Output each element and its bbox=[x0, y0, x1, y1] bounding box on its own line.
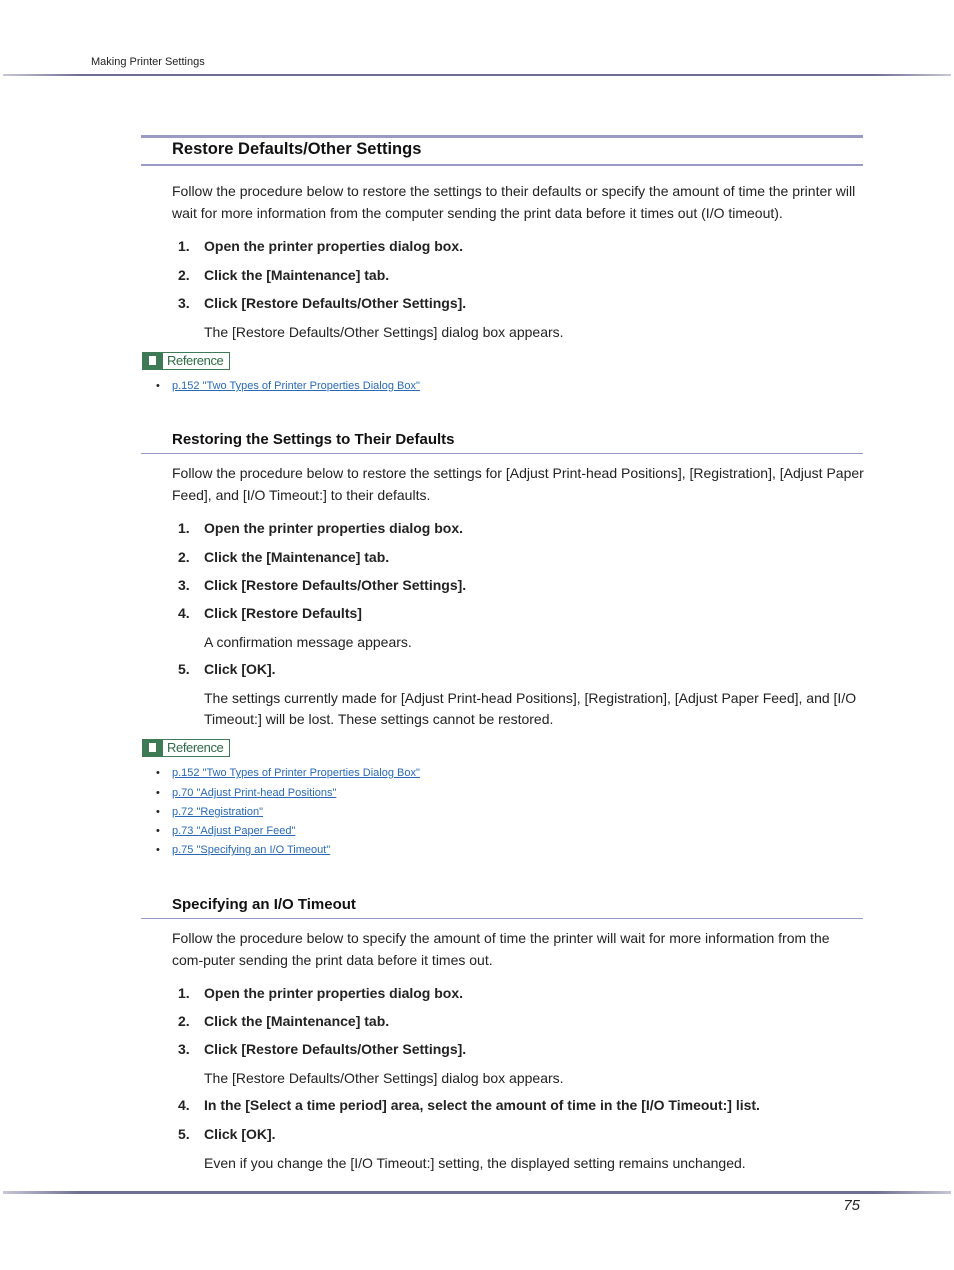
step-number: 2. bbox=[178, 549, 190, 565]
reference-badge bbox=[142, 352, 230, 370]
reference-link[interactable]: p.75 "Specifying an I/O Timeout" bbox=[172, 844, 331, 856]
header-rule bbox=[3, 74, 951, 76]
step-item bbox=[178, 549, 389, 565]
reference-link[interactable]: p.152 "Two Types of Printer Properties Dialog Box" bbox=[172, 380, 420, 392]
step-note: Even if you change the [I/O Timeout:] setting, the displayed setting remains unchanged. bbox=[204, 1155, 746, 1171]
footer-rule bbox=[3, 1191, 951, 1194]
step-text: Click [OK]. bbox=[204, 661, 276, 677]
step-number: 3. bbox=[178, 577, 190, 593]
reference-item: • p.73 "Adjust Paper Feed" bbox=[156, 825, 296, 837]
step-item bbox=[178, 1097, 760, 1113]
step-item bbox=[178, 1126, 276, 1142]
reference-label: Reference bbox=[167, 353, 224, 368]
note-icon bbox=[143, 740, 163, 756]
step-text: Click [Restore Defaults/Other Settings]. bbox=[204, 577, 467, 593]
subsection-heading-block bbox=[141, 431, 863, 454]
step-note: The [Restore Defaults/Other Settings] dialog box appears. bbox=[204, 324, 564, 340]
reference-link[interactable]: p.152 "Two Types of Printer Properties Dialog Box" bbox=[172, 767, 420, 779]
step-note: A confirmation message appears. bbox=[204, 634, 412, 650]
step-item bbox=[178, 1013, 389, 1029]
step-number: 1. bbox=[178, 238, 190, 254]
page-number: 75 bbox=[843, 1197, 860, 1214]
step-item bbox=[178, 520, 463, 536]
step-text: Click [OK]. bbox=[204, 1126, 276, 1142]
step-number: 4. bbox=[178, 605, 190, 621]
step-text: Click [Restore Defaults] bbox=[204, 605, 362, 621]
reference-link[interactable]: p.72 "Registration" bbox=[172, 806, 263, 818]
step-item bbox=[178, 295, 466, 311]
step-text: Click the [Maintenance] tab. bbox=[204, 1013, 390, 1029]
step-note: The settings currently made for [Adjust Print-head Positions], [Registration], [Adjust Paper Feed], and [I/O Timeout:] will be lost. These settings cannot be restored. bbox=[204, 690, 857, 727]
step-note: The [Restore Defaults/Other Settings] dialog box appears. bbox=[204, 1070, 564, 1086]
step-text: Open the printer properties dialog box. bbox=[204, 238, 464, 254]
step-item bbox=[178, 238, 463, 254]
reference-item: • p.75 "Specifying an I/O Timeout" bbox=[156, 844, 331, 856]
reference-item: • p.152 "Two Types of Printer Properties Dialog Box" bbox=[156, 380, 420, 392]
step-number: 1. bbox=[178, 985, 190, 1001]
subsection-intro: Follow the procedure below to restore the settings for [Adjust Print-head Positions], [Registration], [Adjust Paper Feed], and [I/O Timeout:] to their defaults. bbox=[172, 465, 864, 503]
reference-item: • p.152 "Two Types of Printer Properties Dialog Box" bbox=[156, 767, 420, 779]
step-number: 5. bbox=[178, 1126, 190, 1142]
subsection-heading-block bbox=[141, 896, 863, 919]
running-head: Making Printer Settings bbox=[91, 56, 205, 68]
section-title: Restore Defaults/Other Settings bbox=[172, 140, 422, 158]
step-number: 2. bbox=[178, 267, 190, 283]
step-text: Click [Restore Defaults/Other Settings]. bbox=[204, 295, 467, 311]
reference-item: • p.70 "Adjust Print-head Positions" bbox=[156, 787, 337, 799]
reference-label: Reference bbox=[167, 740, 224, 755]
step-number: 3. bbox=[178, 1041, 190, 1057]
step-text: Open the printer properties dialog box. bbox=[204, 520, 464, 536]
section-heading-block bbox=[141, 135, 863, 166]
subsection-intro: Follow the procedure below to specify the amount of time the printer will wait for more information from the com-puter sending the print data before it times out. bbox=[172, 930, 830, 968]
step-item bbox=[178, 605, 362, 621]
note-icon bbox=[143, 353, 163, 369]
subsection-title: Restoring the Settings to Their Defaults bbox=[172, 431, 455, 448]
step-item bbox=[178, 985, 463, 1001]
step-number: 1. bbox=[178, 520, 190, 536]
step-item bbox=[178, 661, 276, 677]
step-item bbox=[178, 267, 389, 283]
reference-link[interactable]: p.73 "Adjust Paper Feed" bbox=[172, 825, 296, 837]
step-text: Click the [Maintenance] tab. bbox=[204, 549, 390, 565]
step-text: In the [Select a time period] area, select the amount of time in the [I/O Timeout:] list. bbox=[204, 1097, 760, 1113]
step-item bbox=[178, 1041, 466, 1057]
step-item bbox=[178, 577, 466, 593]
step-number: 5. bbox=[178, 661, 190, 677]
step-text: Click [Restore Defaults/Other Settings]. bbox=[204, 1041, 467, 1057]
step-text: Click the [Maintenance] tab. bbox=[204, 267, 390, 283]
step-number: 3. bbox=[178, 295, 190, 311]
reference-badge bbox=[142, 739, 230, 757]
reference-item: • p.72 "Registration" bbox=[156, 806, 263, 818]
section-intro: Follow the procedure below to restore the settings to their defaults or specify the amount of time the printer will wait for more information from the computer sending the print data before it times out (I/O timeout). bbox=[172, 183, 856, 221]
subsection-title: Specifying an I/O Timeout bbox=[172, 896, 356, 913]
step-text: Open the printer properties dialog box. bbox=[204, 985, 464, 1001]
step-number: 2. bbox=[178, 1013, 190, 1029]
step-number: 4. bbox=[178, 1097, 190, 1113]
reference-link[interactable]: p.70 "Adjust Print-head Positions" bbox=[172, 787, 337, 799]
